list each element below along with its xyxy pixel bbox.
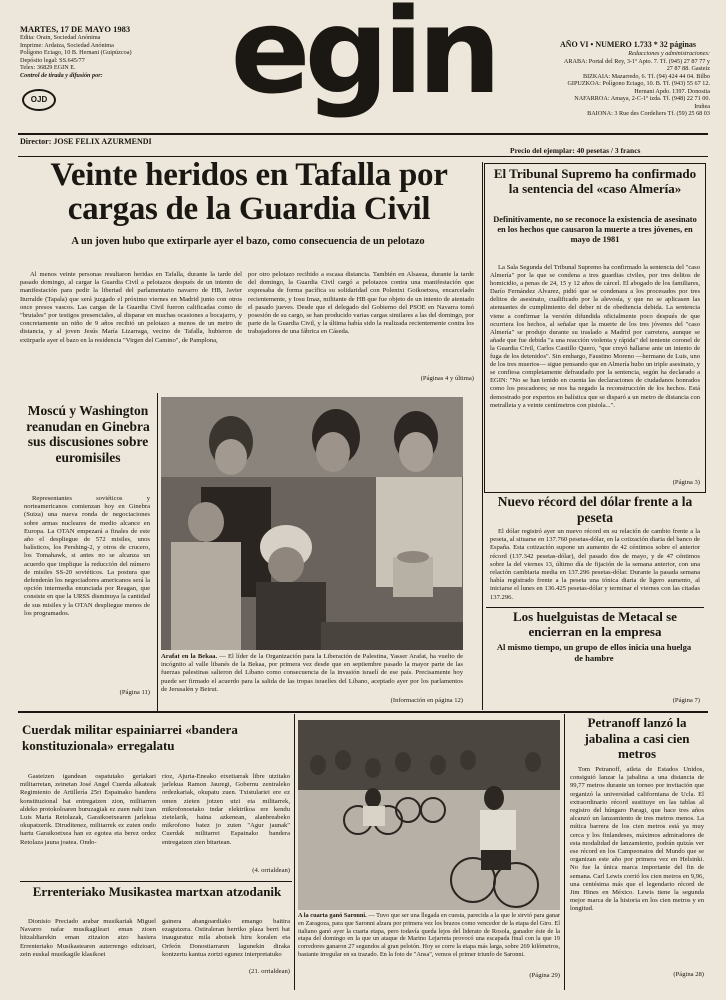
petranoff-headline: Petranoff lanzó la jabalina a casi cien metros [584, 715, 690, 761]
cuerdak-column-2: rioz, Ajuria-Eneako etxetiarrak libre utzitako jarlekua Ramon Jauregi, Gobernu zentraleko ordezkariak, okupatu zuen. Txistulariei ere ez omen zieten jotzen utzi eta militarrek, mikrofonoetako indar elektrikoa ere kendu zietelarik, baina azkenean, alanbreabeko mikrofono batez jo zuten "Agur jaunak" Cuerdak militarrei Espainako bandera entregatzen zien bitartean. [162, 773, 290, 846]
director-line: Director: JOSE FELIX AZURMENDI [20, 137, 152, 146]
metacal-page-ref: (Página 7) [672, 697, 700, 704]
ojd-badge [22, 89, 56, 111]
lower-divider [18, 711, 708, 713]
metacal-subhead: Al mismo tiempo, un grupo de ellos inicia una huelga de hambre [496, 642, 692, 663]
masthead-right [560, 40, 710, 118]
arafat-caption-title: Arafat en la Bekaa. [161, 653, 218, 660]
publisher-line: Polígono Eciago, 10 B. Hernani (Guipúzcoa) [20, 49, 132, 56]
petranoff-page-ref: (Página 28) [673, 971, 704, 978]
metacal-headline: Los huelguistas de Metacal se encierran en la empresa [513, 609, 677, 639]
vertical-divider-lower [294, 714, 295, 990]
newspaper-logo: egin [230, 0, 496, 120]
saronni-caption-text: — Tuvo que ser una llegada en cuesta, parecida a la que le sirvió para ganar en Zaragoza, para que Saronni alzara por primera vez los brazos como vencedor de la etapa del Giro. El italiano ganó ayer la cuarta etapa, pero todavía queda lejos del liderato de Rosola, ganador éste de la etapa del domingo en la que un ataque de Marino Lejarreta provocó una escapada final con la que 19 corredores ganaron 27 segundos al gran pelotón. Hoy se corre la etapa más larga, sobre 269 kilómetros, bastante irregular en su trazado. En la foto de "Ansa", vemos el primer triunfo de Saronni. [298, 912, 560, 958]
dolar-divider [486, 607, 704, 608]
office-bizkaia: BIZKAIA: Mazarredo, 6. Tf. (94) 424 44 04. Bilbo [582, 72, 710, 80]
masthead-divider [18, 133, 708, 135]
almeria-subhead: Definitivamente, no se reconoce la existencia de asesinato en los hechos que causaron la muerte a tres jóvenes, en mayo de 1981 [493, 215, 697, 244]
office-baiona: BAIONA: 3 Rue des Cordeliers Tf. (59) 25 68 03 [587, 110, 710, 117]
lead-subhead: A un joven hubo que extirparle ayer el bazo, como consecuencia de un pelotazo [71, 236, 425, 247]
moscu-body: Representantes soviéticos y norteamericanos comienzan hoy en Ginebra (Suiza) una nueva ronda de negociaciones sobre armas nucleares de medio alcance en Europa. La OTAN empezará a finales de este año el despliegue de 572 misiles, unos balísticos, los Pershing-2, y otros de crucero, los Tomahawk, si antes no se alcanza un acuerdo que implique la reducción del número de misiles SS-20 soviéticos. La postura que defenderán los negociadores americanos será la opción intermedia enunciada por Reagan, que consiste en que la URSS disminuya la cantidad de sus misiles y la OTAN despliegue menos de los programados. [24, 495, 150, 617]
cuerdak-page-ref: (4. orrialdean) [252, 867, 290, 874]
saronni-caption [298, 912, 560, 959]
cycling-photo [298, 720, 560, 910]
cuerdak-column-1: Gasteizen igandean ospatutako geriakari militarretan, zeinetan José Angel Cuerda alkateak Regimiento de Artillería 25ri Espainako bandera konstituzional bat entregatzen zion, militarren aldeko protokoloaren buruzagiak ez zuen nahi izan Luis Maria Retolazak, Garaikoetxearen jarlekua okupatzerik. Diruditenez, militarrek ez zuten ondo hartu Garaikoetxea han ez egotea eta berez ordez Retolaza jauna joatea. Ondo- [20, 773, 156, 846]
cuerdak-divider [20, 881, 292, 882]
errenteriako-headline: Errenteriako Musikastea martxan atzodanik [32, 884, 282, 899]
publisher-line: Edita: Orain, Sociedad Anónima [20, 34, 101, 41]
cuerdak-headline: Cuerdak militar espainiarrei «bandera konstituzionala» erregalatu [22, 722, 238, 753]
errenteriako-column-2: gainera abangoardiako emango baitira ezagutzera. Ostiraleran herriko plaza berri bat inauguratuz mila abotsek hiru koralen eta Orfeón Donostiarraren lagunekin diraka kontzertu kantua zortzi egunez interpretatuko [162, 918, 290, 958]
masthead-left [20, 24, 160, 79]
saronni-caption-title: A la cuarta ganó Saronni. [298, 912, 367, 919]
petranoff-body: Tom Petranoff, atleta de Estados Unidos, consiguió lanzar la jabalina a una distancia de 99,77 metros durante un torneo por invitación que organizó la universidad californiana de Ucla. El extraordinario récord sustituye en las tablas al registro del húngaro Paragi, que hace tres años alcanzó un lanzamiento de tres metros menos. La mítica barrera de los cien metros está ya muy cerca y los finlandeses, máximos admiradores de esta modalidad de lanzamiento, podrán quizás ver ese récord en los Campeonatos del Mundo que se organizan este año por primera vez en Helsinki. No fue la única marca importante del fin de semana. Carl Lewis corrió los cien metros en 9,96, una centésima más que el legendario récord de Jim Hines en México. Lewis tiene la segunda mejor marca de la historia en los cien metros y en longitud. [570, 766, 704, 913]
lead-column-1: Al menos veinte personas resultaron heridas en Tafalla, durante la tarde del pasado domingo, al cargar la Guardia Civil a pelotazos después de un intento de manifestación para pedir la libertad del parlamentario navarro de HB, Javier Iturralde (Tapala) que será juzgado el próximo viernes en Madrid junto con otros once presos vascos. Las cargas de la Guardia Civil fueron calificadas como de "brutales" por testigos presenciales, al disparar en muchas ocasiones a bocajarro, y concretamente un niño de 9 años recibió un pelotazo a menos de un metro de distancia, y al joven Jesús María Lizarraga, vecino de Tafalla, hubieron de extirparle ayer el bazo en la residencia "Virgen del Camino", de Pamplona, [20, 271, 242, 344]
issue-number: AÑO VI • NUMERO 1.733 * 32 páginas [560, 40, 696, 49]
almeria-page-ref: (Página 3) [672, 479, 700, 486]
errenteriako-page-ref: (21. orrialdean) [248, 968, 290, 975]
almeria-body: La Sala Segunda del Tribunal Supremo ha confirmado la sentencia del "caso Almería" por la que se condena a tres guardias civiles, por tres delitos de homicidio, a penas de 24, 15 y 12 años de cárcel. El abogado de los familiares, Darío Fernández Alvarez, pidió que se condenara a los procesados por tres delitos de asesinato, cualificado por la alevosía, y que no se aplicasen las atenuantes de cumplimiento del deber ni de obediencia debida. La sentencia viene a confirmar la versión difundida oficialmente poco después de que ocurriera los hechos, al señalar que la muerte de los tres jóvenes del "caso Almería" se produjo durante su traslado a Madrid por carretera, aunque se añade que fue debida "a una reacción violenta y rápida" del teniente coronel de la Guardia Civil, Carlos Castillo Quero, "que creyó hallarse ante un intento de fuga de los detenidos". Sin embargo, Faustino Moreno —hermano de Luis, uno de los tres muertos— sigue pensando que en Almería hubo un triple asesinato, y se confiesa completamente defraudado por la sentencia, según ha declarado a EGIN: "No se han tenido en cuenta las declaraciones de ciudadanos honrados como los pescadores; se nos ha negado la reconstrucción de los hechos. Está demostrado por expertos en balística que se disparó a un metro de distancia con metralleta y a veinte centímetros con pistola...". [490, 264, 700, 409]
office-araba: ARABA: Portal del Rey, 3-1º Apto. 7. Tf. (945) 27 87 77 y 27 87 88. Gasteiz [563, 57, 710, 72]
office-nafarroa: NAFARROA: Amaya, 2-C-1º izda. Tf. (948) 22 71 00. Iruñea [574, 95, 710, 110]
issue-date: MARTES, 17 DE MAYO 1983 [20, 24, 131, 34]
price-line: Precio del ejemplar: 40 pesetas / 3 francs [510, 146, 641, 155]
dolar-body: El dólar registró ayer un nuevo récord en su relación de cambio frente a la peseta, al situarse en 137.760 pesetas-dólar, en la cotización diaria del banco de España. Esta cotización supone un aumento de 42 céntimos sobre el anterior récord (137.342 pesetas-dólar), del pasado dos de mayo, y de 47 céntimos sobre la del viernes 13, último día de fijación de la semana anterior, con una relación cambiaria media en 137.296 pesetas-dólar. Durante la pasada semana había registrado frente a la peseta una tónica diaria de ligero aumento, al iniciarse el lunes en 136.425 pesetas-dólar y terminar el viernes con las citadas 137.296. [490, 528, 700, 601]
publisher-line: Telex: 36829 EGIN E. [20, 64, 76, 71]
moscu-page-ref: (Página 11) [119, 689, 150, 696]
moscu-headline: Moscú y Washington reanudan en Ginebra sus discusiones sobre euromisiles [26, 403, 150, 465]
distribution-label: Control de tirada y difusión por: [20, 71, 103, 79]
publisher-line: Imprime: Ardatza, Sociedad Anónima [20, 41, 114, 49]
lead-column-2: por otro pelotazo recibido a escasa distancia. También en Alsasua, durante la tarde del domingo, la Guardia Civil cargó a pelotazos contra una manifestación que expresaba de forma pacífica su solidaridad con Polentxi Goikoetxea, encarcelado recientemente, y Iosu Imaz, militante de HB que fue objeto de un intento de atentado el pasado jueves. Desde que el delegado del Gobierno del PSOE en Navarra tomó posesión de su cargo, se han producido varias cargas similares a las del domingo, por parte de la Guardia Civil, y la última había sido la realizada recientemente contra los trabajadores de una fábrica en Cáseda. [248, 271, 474, 336]
almeria-headline: El Tribunal Supremo ha confirmado la sentencia del «caso Almería» [493, 166, 697, 196]
publisher-line: Depósito legal: SS.645/77 [20, 56, 85, 64]
office-gipuzkoa: GIPUZKOA: Polígono Eciago, 10. B. Tf. (943) 55 67 12. Hernani Apdo. 1397. Donostia [567, 80, 710, 95]
vertical-divider-main [482, 162, 483, 710]
arafat-photo [161, 397, 463, 650]
offices-label: Redacciones y administraciones: [628, 50, 710, 57]
ojd-badge-text: OJD [30, 95, 48, 104]
lead-headline: Veinte heridos en Tafalla por cargas de la Guardia Civil [50, 157, 448, 227]
arafat-caption-text: — El líder de la Organización para la Liberación de Palestina, Yasser Arafat, ha vuelto de incógnito al valle libanés de la Bekaa, por primera vez desde que en septiembre pasado la mayor parte de las fuerzas palestinas salieron del Líbano como consecuencia de la invasión israelí de ese país. Precisamente hoy puede ser firmado el acuerdo para la salida de las tropas israelíes del Líbano, aceptado ayer por los parlamentos de Jerusalén y Beirut. [161, 653, 463, 693]
arafat-caption [161, 653, 463, 694]
saronni-page-ref: (Página 29) [529, 972, 560, 979]
arafat-page-ref: (Información en página 12) [390, 697, 463, 704]
errenteriako-column-1: Dionisio Preciado arabar musikariak Miguel Navarro nafar musikagileari eman zioen hitzaldiarekin eman zitzaion atzo hasiera Errenteriako Musikastearen auterrengo edizioari, zein euskal musikagile klasikoei [20, 918, 156, 958]
lead-page-ref: (Páginas 4 y última) [420, 375, 474, 382]
dolar-headline: Nuevo récord del dólar frente a la peseta [497, 494, 693, 525]
